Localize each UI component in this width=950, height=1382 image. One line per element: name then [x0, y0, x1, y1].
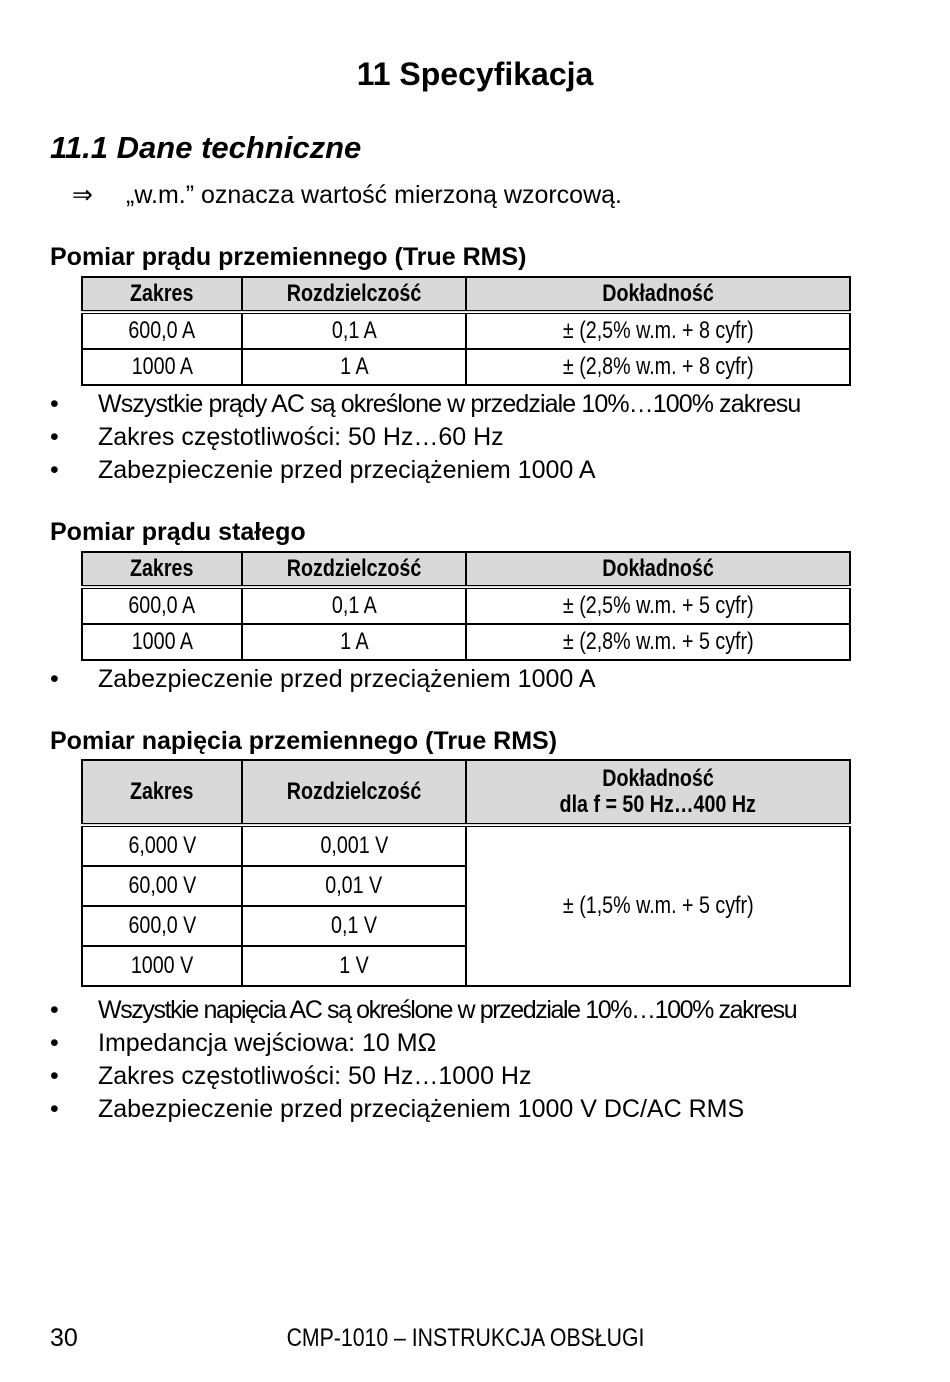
implies-arrow-icon: ⇒ — [72, 181, 93, 209]
table-row: 60,00 V 0,01 V — [82, 866, 850, 906]
ac-current-heading: Pomiar prądu przemiennego (True RMS) — [50, 243, 527, 271]
list-item: • Impedancja wejściowa: 10 MΩ — [50, 1029, 437, 1057]
table-header: Dokładność dla f = 50 Hz…400 Hz — [466, 760, 850, 825]
table-row: 1000 A 1 A ± (2,8% w.m. + 5 cyfr) — [82, 624, 850, 660]
footer-title: CMP-1010 – INSTRUKCJA OBSŁUGI — [286, 1324, 644, 1352]
table-row: 600,0 A 0,1 A ± (2,5% w.m. + 8 cyfr) — [82, 312, 850, 349]
list-item: • Wszystkie prądy AC są określone w przedziale 10%…100% zakresu — [50, 390, 801, 418]
table-header: Zakres — [82, 552, 242, 587]
table-header: Rozdzielczość — [242, 552, 466, 587]
table-row: 6,000 V 0,001 V ± (1,5% w.m. + 5 cyfr) — [82, 825, 850, 866]
list-item: • Zabezpieczenie przed przeciążeniem 1000 A — [50, 456, 596, 484]
table-row: 600,0 V 0,1 V — [82, 906, 850, 946]
table-row: 600,0 A 0,1 A ± (2,5% w.m. + 5 cyfr) — [82, 587, 850, 624]
section-title: 11.1 Dane techniczne — [50, 130, 362, 165]
list-item: • Wszystkie napięcia AC są określone w przedziale 10%…100% zakresu — [50, 996, 797, 1024]
table-header: Dokładność — [466, 277, 850, 312]
dc-current-table — [81, 551, 851, 661]
table-header: Rozdzielczość — [242, 760, 466, 825]
list-item: • Zakres częstotliwości: 50 Hz…1000 Hz — [50, 1062, 532, 1090]
ac-voltage-notes — [50, 994, 796, 1126]
chapter-title: 11 Specyfikacja — [356, 56, 594, 92]
ac-voltage-table — [81, 759, 851, 987]
ac-voltage-heading: Pomiar napięcia przemiennego (True RMS) — [50, 727, 558, 755]
table-row: 1000 V 1 V — [82, 946, 850, 986]
accuracy-cell: ± (1,5% w.m. + 5 cyfr) — [466, 825, 850, 986]
table-header: Dokładność — [466, 552, 850, 587]
table-header: Rozdzielczość — [242, 277, 466, 312]
table-header: Zakres — [82, 760, 242, 825]
dc-current-heading: Pomiar prądu stałego — [50, 518, 306, 546]
list-item: • Zabezpieczenie przed przeciążeniem 1000 V DC/AC RMS — [50, 1095, 745, 1123]
table-row: 1000 A 1 A ± (2,8% w.m. + 8 cyfr) — [82, 349, 850, 385]
list-item: • Zabezpieczenie przed przeciążeniem 1000 A — [50, 665, 596, 693]
ac-current-table — [81, 276, 851, 386]
note-text: „w.m.” oznacza wartość mierzoną wzorcową. — [126, 181, 622, 209]
note — [72, 180, 622, 210]
table-header: Zakres — [82, 277, 242, 312]
page-number: 30 — [50, 1324, 78, 1352]
list-item: • Zakres częstotliwości: 50 Hz…60 Hz — [50, 423, 504, 451]
dc-current-notes — [50, 663, 596, 696]
ac-current-notes — [50, 388, 800, 487]
